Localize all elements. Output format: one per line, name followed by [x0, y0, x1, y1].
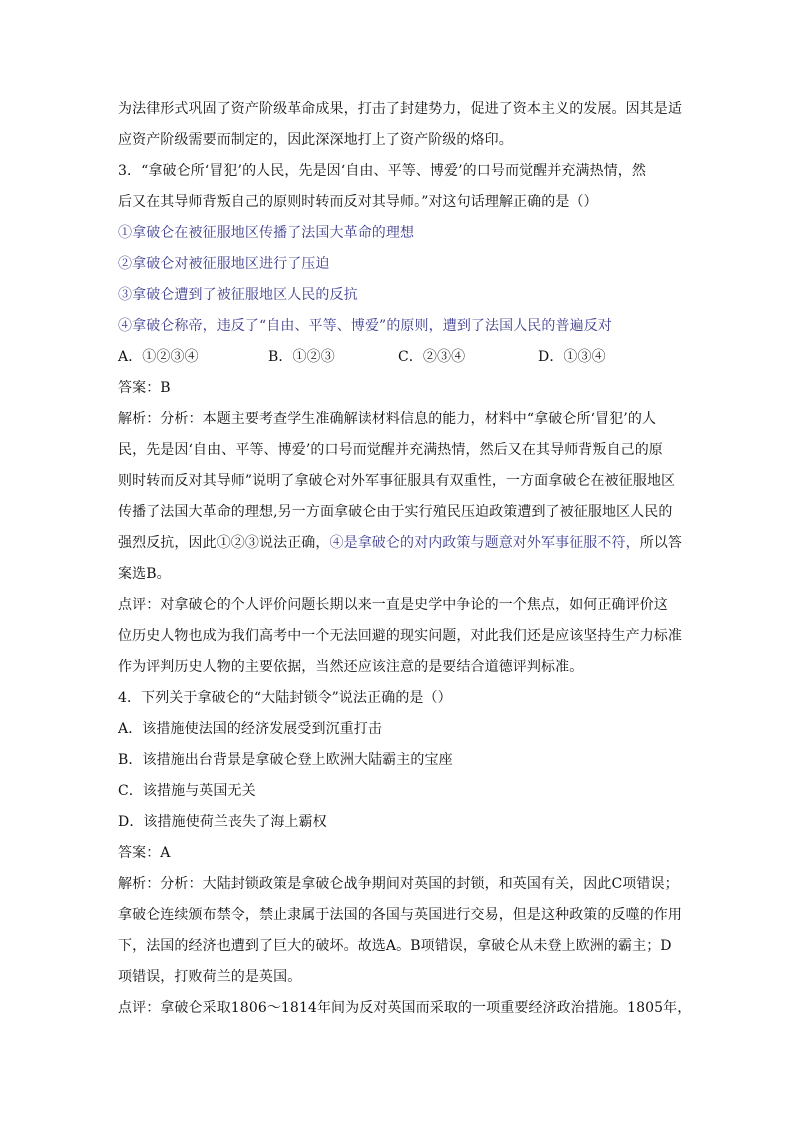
q4-analysis-line-2: 拿破仑连续颁布禁令，禁止隶属于法国的各国与英国进行交易，但是这种政策的反噬的作用 — [118, 907, 682, 923]
q3-analysis-part-b: ④是拿破仑的对内政策与题意对外军事征服不符， — [329, 535, 640, 551]
q4-option-d: D．该措施使荷兰丧失了海上霸权 — [118, 814, 327, 830]
q4-comment: 点评：拿破仑采取1806～1814年间为反对英国而采取的一项重要经济政治措施。1805年， — [118, 1000, 692, 1016]
q3-statement-3: ③拿破仑遭到了被征服地区人民的反抗 — [118, 287, 358, 303]
q3-option-c: C．②③④ — [398, 349, 466, 365]
q3-option-a: A．①②③④ — [118, 349, 199, 365]
q4-answer: 答案：A — [118, 845, 171, 861]
q3-comment-line-1: 点评：对拿破仑的个人评价问题长期以来一直是史学中争论的一个焦点，如何正确评价这 — [118, 597, 668, 613]
q3-statement-2: ②拿破仑对被征服地区进行了压迫 — [118, 256, 330, 272]
document-page — [118, 94, 692, 1024]
q3-analysis-line-4: 传播了法国大革命的理想,另一方面拿破仑由于实行殖民压迫政策遭到了被征服地区人民的 — [118, 504, 673, 520]
q3-comment-line-2: 位历史人物也成为我们高考中一个无法回避的现实问题，对此我们还是应该坚持生产力标准 — [118, 628, 682, 644]
intro-line-2: 应资产阶级需要而制定的，因此深深地打上了资产阶级的烙印。 — [118, 132, 513, 148]
q3-answer: 答案：B — [118, 380, 171, 396]
q4-option-a: A．该措施使法国的经济发展受到沉重打击 — [118, 721, 383, 737]
q3-options — [118, 342, 678, 373]
q3-analysis-part-c: 所以答 — [639, 535, 683, 551]
q3-option-b: B．①②③ — [268, 349, 335, 365]
q4-analysis-line-3: 下，法国的经济也遭到了巨大的破坏。故选A。B项错误，拿破仑从未登上欧洲的霸主；D — [118, 938, 672, 954]
q4-stem: 4．下列关于拿破仑的“大陆封锁令”说法正确的是（） — [118, 690, 452, 706]
q3-statement-1: ①拿破仑在被征服地区传播了法国大革命的理想 — [118, 225, 415, 241]
q3-comment-line-3: 作为评判历史人物的主要依据，当然还应该注意的是要结合道德评判标准。 — [118, 659, 584, 675]
q3-analysis-line-3: 则时转而反对其导师”说明了拿破仑对外军事征服具有双重性，一方面拿破仑在被征服地区 — [118, 473, 676, 489]
q4-option-b: B．该措施出台背景是拿破仑登上欧洲大陆霸主的宝座 — [118, 752, 453, 768]
q3-analysis-line-1: 解析：分析：本题主要考查学生准确解读材料信息的能力，材料中“拿破仑所‘冒犯’的人 — [118, 411, 657, 427]
intro-line-1: 为法律形式巩固了资产阶级革命成果，打击了封建势力，促进了资本主义的发展。因其是适 — [118, 101, 682, 117]
q3-analysis-line-5 — [118, 528, 683, 559]
q3-analysis-part-a: 强烈反抗，因此①②③说法正确， — [118, 535, 330, 551]
q4-option-c: C．该措施与英国无关 — [118, 783, 256, 799]
q3-analysis-line-6: 案选B。 — [118, 566, 171, 582]
q3-option-d: D．①③④ — [538, 349, 606, 365]
q3-analysis-line-2: 民，先是因‘自由、平等、博爱’的口号而觉醒并充满热情，然后又在其导师背叛自己的原 — [118, 442, 663, 458]
q4-analysis-line-1: 解析：分析：大陆封锁政策是拿破仑战争期间对英国的封锁，和英国有关，因此C项错误； — [118, 876, 679, 892]
q4-analysis-line-4: 项错误，打败荷兰的是英国。 — [118, 969, 302, 985]
q3-stem-line-1: 3．“拿破仑所‘冒犯’的人民，先是因‘自由、平等、博爱’的口号而觉醒并充满热情，然 — [118, 163, 646, 179]
q3-stem-line-2: 后又在其导师背叛自己的原则时转而反对其导师。”对这句话理解正确的是（） — [118, 194, 598, 210]
q3-statement-4: ④拿破仑称帝，违反了“自由、平等、博爱”的原则，遭到了法国人民的普遍反对 — [118, 318, 612, 334]
